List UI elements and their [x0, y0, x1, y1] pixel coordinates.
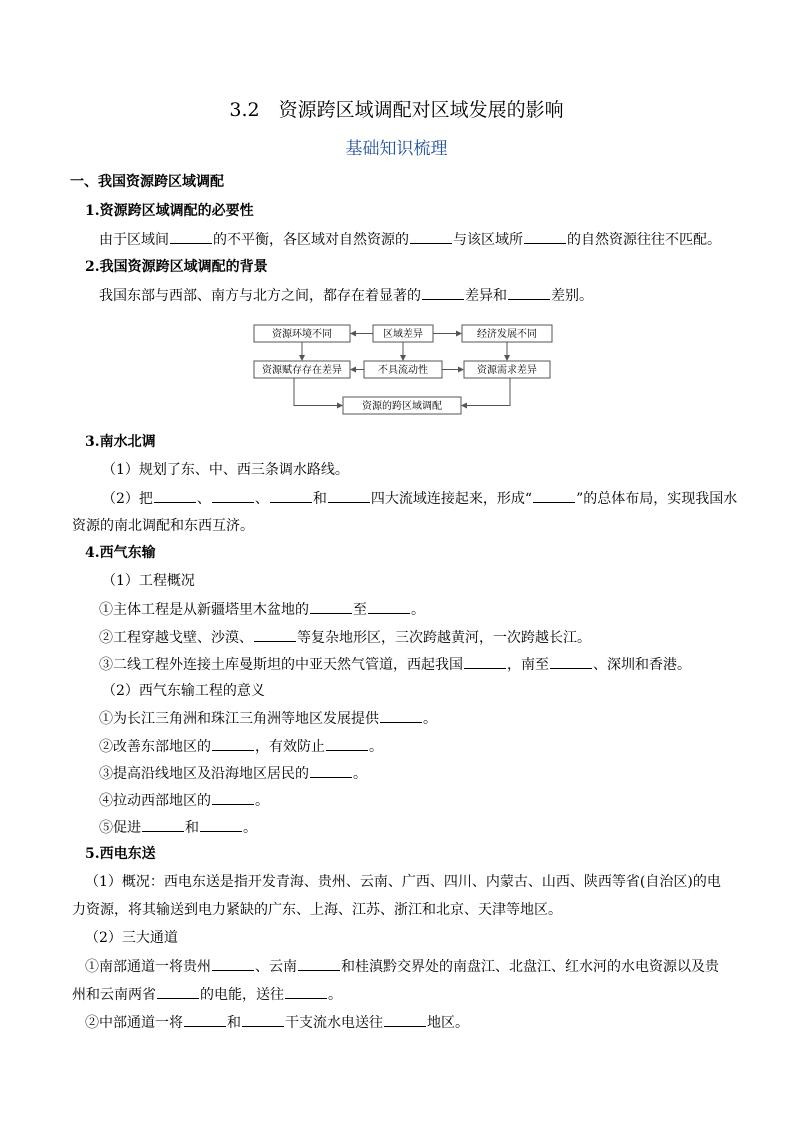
fill-blank[interactable]	[212, 957, 254, 971]
paragraph-power-overview-cont: 力资源，将其输送到电力紧缺的广东、上海、江苏、浙江和北京、天津等地区。	[72, 902, 562, 918]
label-demand-diff: 资源需求差异	[477, 365, 537, 376]
fill-blank[interactable]	[212, 737, 254, 751]
fill-blank[interactable]	[368, 600, 410, 614]
fill-blank[interactable]	[200, 818, 242, 832]
item-significance-2: ②改善东部地区的 ，有效防止 。	[99, 739, 383, 755]
sub-significance: （2）西气东输工程的意义	[102, 683, 265, 699]
item-south-channel-cont: 州和云南两省 的电能，送往 。	[72, 987, 342, 1003]
fill-blank[interactable]	[254, 628, 296, 642]
item-middle-channel: ②中部通道一将 和 干支流水电送往 地区。	[85, 1015, 469, 1031]
item-terrain: ②工程穿越戈壁、沙漠、 等复杂地形区，三次跨越黄河，一次跨越长江。	[99, 630, 591, 646]
item-significance-4: ④拉动西部地区的 。	[99, 793, 269, 809]
fill-blank[interactable]	[142, 818, 184, 832]
paragraph-routes: （1）规划了东、中、西三条调水路线。	[102, 462, 349, 478]
item-significance-1: ①为长江三角洲和珠江三角洲等地区发展提供 。	[99, 711, 437, 727]
fill-blank[interactable]	[380, 709, 422, 723]
paragraph-layout: （2）把 、 、 和 四大流域连接起来，形成“ ”的总体布局，实现我国水	[102, 491, 738, 507]
item-second-line: ③二线工程外连接土库曼斯坦的中亚天然气管道，西起我国 ，南至 、深圳和香港。	[99, 657, 691, 673]
fill-blank[interactable]	[242, 1013, 284, 1027]
fill-blank[interactable]	[212, 791, 254, 805]
fill-blank[interactable]	[298, 957, 340, 971]
fill-blank[interactable]	[157, 985, 199, 999]
fill-blank[interactable]	[154, 489, 196, 503]
fill-blank[interactable]	[422, 286, 464, 300]
fill-blank[interactable]	[533, 489, 575, 503]
label-endowment-diff: 资源赋存存在差异	[262, 365, 342, 376]
item-significance-3: ③提高沿线地区及沿海地区居民的 。	[99, 766, 367, 782]
label-resource-env: 资源环境不同	[272, 329, 332, 340]
label-allocation: 资源的跨区域调配	[362, 401, 442, 412]
page-title: 3.2 资源跨区域调配对区域发展的影响	[229, 99, 564, 121]
label-region-diff: 区域差异	[383, 329, 423, 340]
fill-blank[interactable]	[464, 655, 506, 669]
item-significance-5: ⑤促进 和 。	[99, 820, 257, 836]
sub-three-channels: （2）三大通道	[85, 930, 178, 946]
fill-blank[interactable]	[328, 489, 370, 503]
subheading-necessity: 1.资源跨区域调配的必要性	[85, 203, 254, 219]
fill-blank[interactable]	[384, 1013, 426, 1027]
subheading-south-north: 3.南水北调	[85, 434, 156, 450]
fill-blank[interactable]	[285, 985, 327, 999]
fill-blank[interactable]	[184, 1013, 226, 1027]
paragraph-background: 我国东部与西部、南方与北方之间，都存在着显著的 差异和 差别。	[99, 288, 593, 304]
section-heading: 一、我国资源跨区域调配	[70, 174, 224, 190]
paragraph-power-overview: （1）概况：西电东送是指开发青海、贵州、云南、广西、四川、内蒙古、山西、陕西等省(自治区)的电	[85, 874, 721, 890]
paragraph-layout-cont: 资源的南北调配和东西互济。	[72, 518, 254, 534]
sub-overview: （1）工程概况	[102, 573, 195, 589]
fill-blank[interactable]	[524, 230, 566, 244]
fill-blank[interactable]	[310, 764, 352, 778]
fill-blank[interactable]	[212, 489, 254, 503]
section-subtitle: 基础知识梳理	[345, 139, 448, 159]
flow-diagram	[248, 318, 558, 418]
fill-blank[interactable]	[326, 737, 368, 751]
fill-blank[interactable]	[270, 489, 312, 503]
subheading-west-power: 5.西电东送	[85, 846, 156, 862]
label-immobile: 不具流动性	[378, 365, 428, 376]
fill-blank[interactable]	[170, 230, 212, 244]
paragraph-necessity: 由于区域间 的不平衡，各区域对自然资源的 与该区域所 的自然资源往往不匹配。	[99, 232, 721, 248]
label-econ-diff: 经济发展不同	[477, 329, 537, 340]
item-main-project: ①主体工程是从新疆塔里木盆地的 至 。	[99, 602, 425, 618]
fill-blank[interactable]	[550, 655, 592, 669]
subheading-background: 2.我国资源跨区域调配的背景	[85, 259, 268, 275]
item-south-channel: ①南部通道一将贵州 、云南 和桂滇黔交界处的南盘江、北盘江、红水河的水电资源以及贵	[85, 959, 719, 975]
subheading-west-gas: 4.西气东输	[85, 545, 156, 561]
fill-blank[interactable]	[508, 286, 550, 300]
fill-blank[interactable]	[310, 600, 352, 614]
fill-blank[interactable]	[410, 230, 452, 244]
